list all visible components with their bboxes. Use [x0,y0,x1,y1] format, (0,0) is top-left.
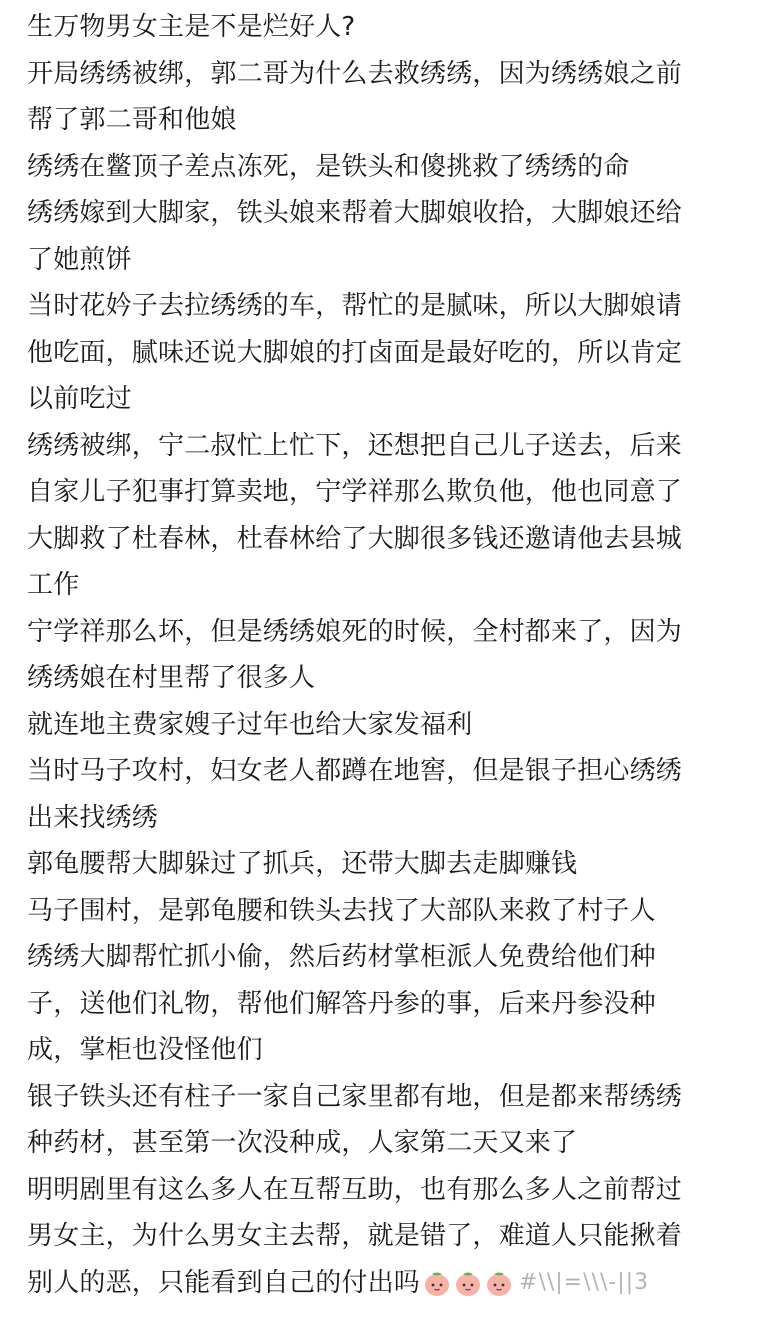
text-line: 绣绣娘在村里帮了很多人 [27,663,316,693]
peach-face-icon [453,1268,483,1298]
text-line: 开局绣绣被绑，郭二哥为什么去救绣绣，因为绣绣娘之前 [27,58,683,89]
text-line: 绣绣被绑，宁二叔忙上忙下，还想把自己儿子送去，后来 [27,430,683,461]
text-line: 当时花妗子去拉绣绣的车，帮忙的是腻味，所以大脚娘请 [27,291,683,321]
text-line: 大脚救了杜春林，杜春林给了大脚很多钱还邀请他去县城 [27,523,683,554]
text-line: 银子铁头还有柱子一家自己家里都有地，但是都来帮绣绣 [27,1081,683,1112]
text-line: 绣绣嫁到大脚家，铁头娘来帮着大脚娘收拾，大脚娘还给 [27,198,683,228]
text-line: 种药材，甚至第一次没种成，人家第二天又来了 [27,1128,578,1158]
text-line: 出来找绣绣 [27,802,159,833]
text-line: 当时马子攻村，妇女老人都蹲在地窖，但是银子担心绣绣 [27,756,683,786]
text-line: 男女主，为什么男女主去帮，就是错了，难道人只能揪着 [27,1221,683,1251]
text-line: 以前吃过 [27,384,132,414]
text-line: 绣绣在鳖顶子差点冻死，是铁头和傻挑救了绣绣的命 [27,151,630,182]
text-line: 就连地主费家嫂子过年也给大家发福利 [27,709,473,740]
text-line: 工作 [27,570,80,600]
text-line: 马子围村，是郭龟腰和铁头去找了大部队来救了村子人 [27,895,656,926]
text-line: 成，掌柜也没怪他们 [27,1035,263,1065]
peach-face-icon [484,1268,514,1298]
text-line: 自家儿子犯事打算卖地，宁学祥那么欺负他，他也同意了 [27,477,683,507]
text-line: 了她煎饼 [27,244,132,275]
text-line: 他吃面，腻味还说大脚娘的打卤面是最好吃的，所以肯定 [27,337,683,368]
text-line: 子，送他们礼物，帮他们解答丹参的事，后来丹参没种 [27,988,656,1019]
text-line: 宁学祥那么坏，但是绣绣娘死的时候，全村都来了，因为 [27,616,683,647]
post-content [27,4,742,1306]
last-line-text: 别人的恶，只能看到自己的付出吗 [27,1267,421,1298]
post-title: 生万物男女主是不是烂好人? [27,12,356,42]
text-line: 帮了郭二哥和他娘 [27,105,237,135]
peach-face-icon [422,1268,452,1298]
text-line: 明明剧里有这么多人在互帮互助，也有那么多人之前帮过 [27,1174,683,1205]
text-line: 郭龟腰帮大脚躲过了抓兵，还带大脚去走脚赚钱 [27,849,578,879]
watermark: #\\|=\\\-||3 [519,1269,650,1295]
emoji-group [422,1268,515,1298]
text-line: 绣绣大脚帮忙抓小偷，然后药材掌柜派人免费给他们种 [27,942,656,972]
last-text-line [27,1260,742,1307]
